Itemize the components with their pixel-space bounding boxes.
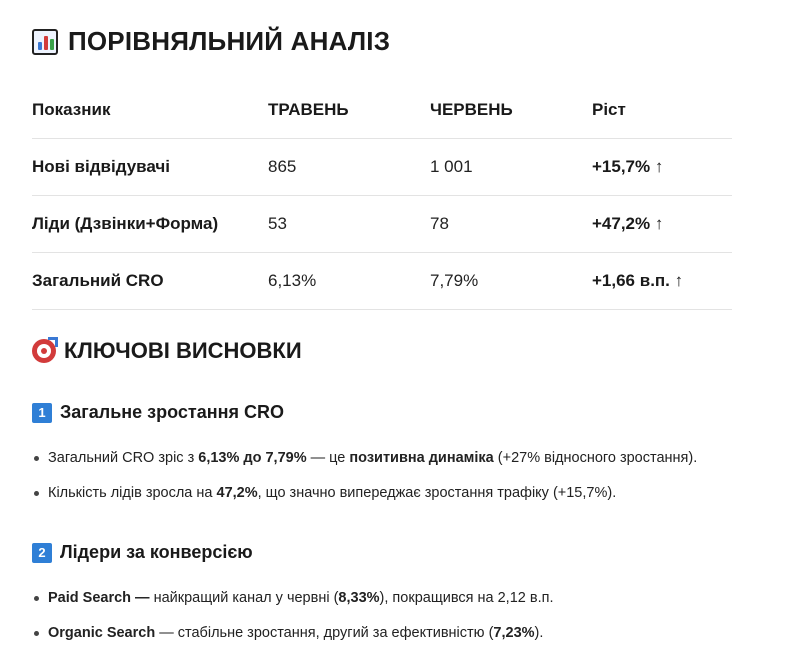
growth-cell: +15,7% ↑ <box>592 139 732 196</box>
bar-chart-icon <box>32 29 58 55</box>
list-item: Загальний CRO зріс з 6,13% до 7,79% — це позитивна динаміка (+27% відносного зростання). <box>32 448 792 468</box>
section-2-title: Лідери за конверсією <box>60 542 253 562</box>
growth-cell: +47,2% ↑ <box>592 196 732 253</box>
column-header-growth: Ріст <box>592 82 732 139</box>
growth-cell: +1,66 в.п. ↑ <box>592 253 732 310</box>
key-conclusions-heading <box>32 338 302 364</box>
table-row <box>32 139 732 196</box>
metric-cell: Загальний CRO <box>32 253 268 310</box>
section-title: КЛЮЧОВІ ВИСНОВКИ <box>64 338 302 363</box>
metric-cell: Нові відвідувачі <box>32 139 268 196</box>
may-value-cell: 865 <box>268 139 430 196</box>
column-header-metric: Показник <box>32 82 268 139</box>
keycap-1-icon: 1 <box>32 403 52 423</box>
june-value-cell: 1 001 <box>430 139 592 196</box>
metric-cell: Ліди (Дзвінки+Форма) <box>32 196 268 253</box>
comparison-table <box>32 82 732 310</box>
target-icon <box>32 339 56 363</box>
section-1-heading <box>32 402 284 423</box>
keycap-2-icon: 2 <box>32 543 52 563</box>
section-1-list <box>32 448 792 518</box>
page-title: ПОРІВНЯЛЬНИЙ АНАЛІЗ <box>68 26 391 56</box>
may-value-cell: 53 <box>268 196 430 253</box>
column-header-may: ТРАВЕНЬ <box>268 82 430 139</box>
table-header-row <box>32 82 732 139</box>
section-2-heading <box>32 542 253 563</box>
list-item: Organic Search — стабільне зростання, другий за ефективністю (7,23%). <box>32 623 792 643</box>
table-row <box>32 253 732 310</box>
table-row <box>32 196 732 253</box>
column-header-june: ЧЕРВЕНЬ <box>430 82 592 139</box>
june-value-cell: 7,79% <box>430 253 592 310</box>
section-2-list <box>32 588 792 658</box>
list-item: Paid Search — найкращий канал у червні (8,33%), покращився на 2,12 в.п. <box>32 588 792 608</box>
may-value-cell: 6,13% <box>268 253 430 310</box>
june-value-cell: 78 <box>430 196 592 253</box>
list-item: Кількість лідів зросла на 47,2%, що значно випереджає зростання трафіку (+15,7%). <box>32 483 792 503</box>
comparative-analysis-heading <box>32 26 390 57</box>
section-1-title: Загальне зростання CRO <box>60 402 284 422</box>
